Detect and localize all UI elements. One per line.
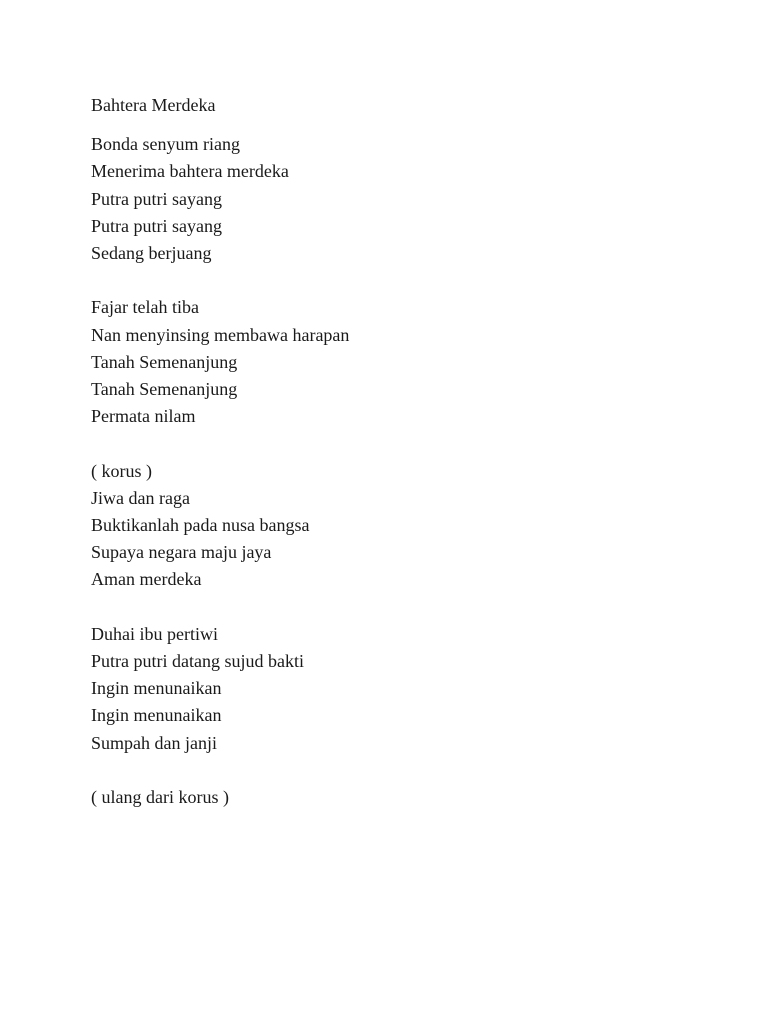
lyric-line: Aman merdeka bbox=[91, 569, 202, 590]
lyric-line: Nan menyinsing membawa harapan bbox=[91, 324, 350, 345]
lyric-line: Sedang berjuang bbox=[91, 243, 212, 264]
lyric-line: Duhai ibu pertiwi bbox=[91, 623, 218, 644]
chorus-marker: ( korus ) bbox=[91, 460, 152, 481]
lyric-line: Jiwa dan raga bbox=[91, 487, 190, 508]
document-title: Bahtera Merdeka bbox=[91, 95, 216, 115]
lyric-line: Putra putri sayang bbox=[91, 188, 222, 209]
stanza-chorus bbox=[91, 458, 691, 594]
stanza-repeat bbox=[91, 784, 691, 811]
lyric-line: Ingin menunaikan bbox=[91, 678, 222, 699]
lyrics-document bbox=[91, 92, 691, 811]
lyric-line: Ingin menunaikan bbox=[91, 705, 222, 726]
stanza-1 bbox=[91, 131, 691, 267]
lyric-line: Sumpah dan janji bbox=[91, 732, 217, 753]
repeat-chorus-note: ( ulang dari korus ) bbox=[91, 787, 229, 808]
lyric-line: Putra putri datang sujud bakti bbox=[91, 651, 304, 672]
stanza-2 bbox=[91, 294, 691, 430]
lyric-line: Bonda senyum riang bbox=[91, 134, 240, 155]
lyric-line: Buktikanlah pada nusa bangsa bbox=[91, 515, 310, 536]
lyric-line: Menerima bahtera merdeka bbox=[91, 161, 289, 182]
lyric-line: Tanah Semenanjung bbox=[91, 351, 238, 372]
stanza-3 bbox=[91, 621, 691, 757]
lyric-line: Fajar telah tiba bbox=[91, 297, 199, 318]
lyric-line: Putra putri sayang bbox=[91, 215, 222, 236]
lyric-line: Permata nilam bbox=[91, 406, 196, 427]
lyric-line: Supaya negara maju jaya bbox=[91, 542, 272, 563]
lyric-line: Tanah Semenanjung bbox=[91, 379, 238, 400]
